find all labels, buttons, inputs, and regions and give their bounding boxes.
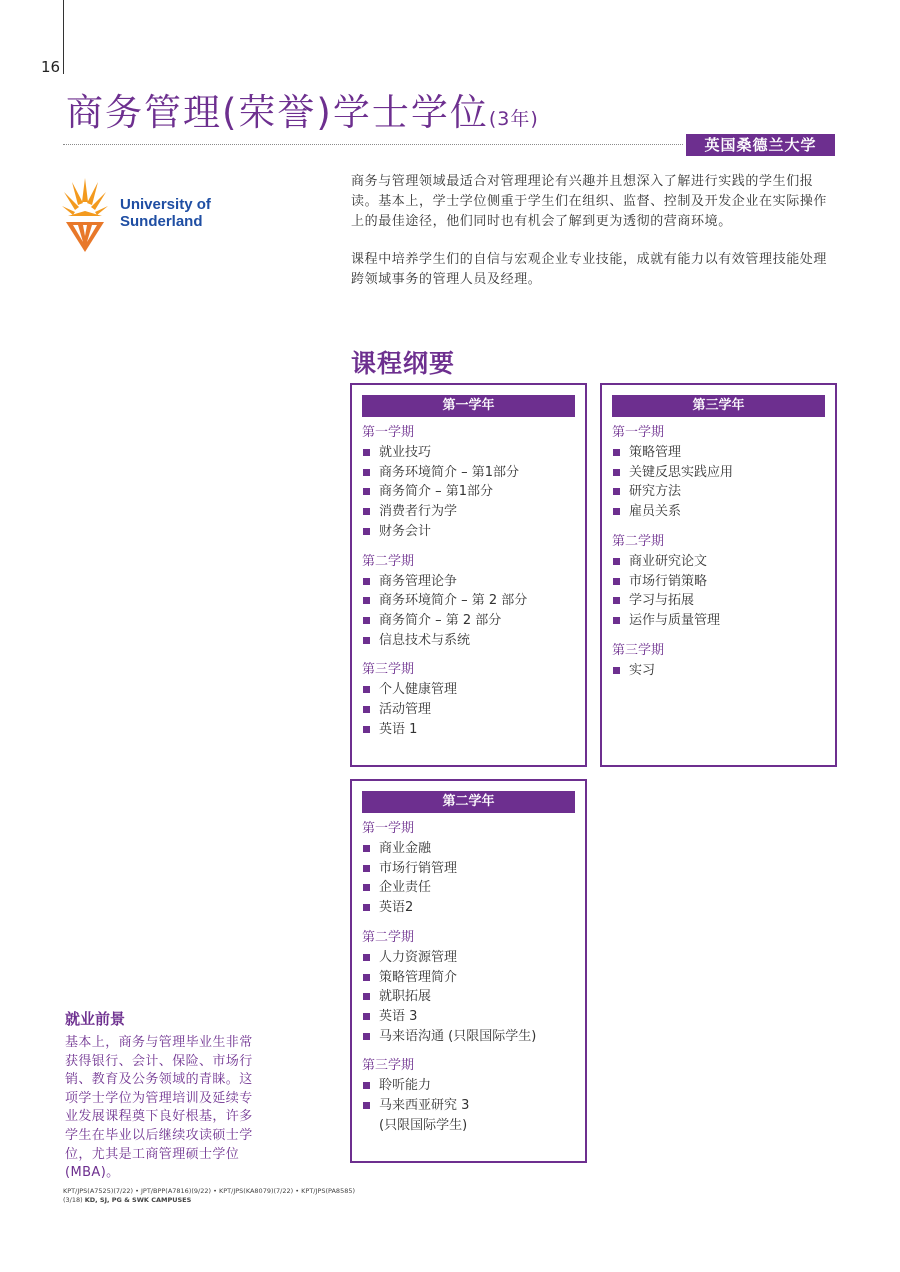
intro-paragraph-2: 课程中培养学生们的自信与宏观企业专业技能，成就有能力以有效管理技能处理跨领域事务的管理人员及经理。	[351, 252, 828, 287]
page-number: 16	[41, 58, 61, 76]
course-list	[362, 680, 575, 739]
course-item: 信息技术与系统	[362, 631, 575, 651]
course-list	[612, 661, 825, 681]
logo-wordmark	[120, 196, 211, 230]
course-list	[362, 1076, 575, 1135]
university-logo	[62, 178, 232, 256]
term-label: 第一学期	[362, 425, 415, 440]
course-item: 企业责任	[362, 878, 575, 898]
term-label: 第一学期	[362, 821, 415, 836]
footer-codes: KPT/JPS(A7525)(7/22) • JPT/BPP(A7816)(9/22) • KPT/JPS(KA8079)(7/22) • KPT/JPS(PA8585)(3/18)	[63, 1187, 356, 1204]
term-label: 第二学期	[362, 553, 415, 569]
course-item: 商业研究论文	[612, 552, 825, 572]
course-item: 就业技巧	[362, 443, 575, 463]
course-list	[362, 948, 575, 1047]
page-title	[66, 82, 539, 136]
course-item: 聆听能力	[362, 1076, 575, 1096]
term-label: 第三学期	[362, 1058, 415, 1074]
course-item: 关键反思实践应用	[612, 463, 825, 483]
title-main: 商务管理(荣誉)学士学位	[66, 91, 489, 134]
term-label: 第三学期	[612, 642, 665, 658]
year-box-3	[600, 383, 837, 767]
course-item: 策略管理	[612, 443, 825, 463]
career-text: 基本上，商务与管理毕业生非常获得银行、会计、保险、市场行销、教育及公务领域的青睐。这项学士学位为管理培训及延续专业发展课程奠下良好根基，许多学生在毕业以后继续攻读硕士学位，尤其是工商管理硕士学位(MBA)。	[65, 1035, 253, 1181]
course-list	[362, 572, 575, 651]
course-item: 就职拓展	[362, 987, 575, 1007]
term-label: 第二学期	[362, 929, 415, 945]
course-item: 商务管理论争	[362, 572, 575, 592]
course-item: 商业金融	[362, 839, 575, 859]
course-item: 研究方法	[612, 482, 825, 502]
course-list	[362, 839, 575, 918]
year-box-1	[350, 383, 587, 767]
footer-campuses: KD, SJ, PG & SWK CAMPUSES	[84, 1196, 192, 1204]
course-item: 英语2	[362, 898, 575, 918]
course-item: 个人健康管理	[362, 680, 575, 700]
course-item: 策略管理简介	[362, 968, 575, 988]
term-label: 第一学期	[612, 425, 665, 440]
course-list	[612, 552, 825, 631]
year-header: 第一学年	[362, 395, 575, 417]
term-label: 第三学期	[362, 662, 415, 678]
year-header: 第三学年	[612, 395, 825, 417]
title-suffix: (3年)	[488, 108, 539, 130]
course-item: 实习	[612, 661, 825, 681]
career-title: 就业前景	[65, 1010, 126, 1028]
intro-paragraph-1: 商务与管理领域最适合对管理理论有兴趣并且想深入了解进行实践的学生们报读。基本上，学士学位侧重于学生们在组织、监督、控制及开发企业在实际操作上的最佳途径，他们同时也有机会了解到更为透彻的营商环境。	[351, 174, 828, 229]
year-box-2	[350, 779, 587, 1163]
course-item: 人力资源管理	[362, 948, 575, 968]
course-item: 消费者行为学	[362, 502, 575, 522]
course-item: 学习与拓展	[612, 591, 825, 611]
course-item: 运作与质量管理	[612, 611, 825, 631]
course-item: 英语 3	[362, 1007, 575, 1027]
course-item: 马来语沟通 (只限国际学生)	[362, 1027, 575, 1047]
course-item: 活动管理	[362, 700, 575, 720]
course-item: 马来西亚研究 3 (只限国际学生)	[362, 1096, 575, 1135]
year-header: 第二学年	[362, 791, 575, 813]
course-list	[362, 443, 575, 542]
dotted-divider	[63, 144, 683, 145]
course-item: 商务简介 – 第1部分	[362, 482, 575, 502]
course-item: 英语 1	[362, 720, 575, 740]
intro-text	[351, 172, 837, 308]
course-item: 商务环境简介 – 第 2 部分	[362, 591, 575, 611]
logo-line-2: Sunderland	[120, 213, 203, 230]
course-item: 商务简介 – 第 2 部分	[362, 611, 575, 631]
footer-accreditation	[63, 1187, 363, 1205]
university-banner: 英国桑德兰大学	[686, 134, 835, 156]
course-list	[612, 443, 825, 522]
course-item: 财务会计	[362, 522, 575, 542]
margin-rule	[63, 0, 64, 74]
flame-icon	[62, 178, 108, 254]
term-label: 第二学期	[612, 533, 665, 549]
syllabus-title: 课程纲要	[351, 349, 456, 378]
course-item: 市场行销策略	[612, 572, 825, 592]
course-item: 市场行销管理	[362, 859, 575, 879]
course-item: 雇员关系	[612, 502, 825, 522]
course-item: 商务环境简介 – 第1部分	[362, 463, 575, 483]
logo-line-1: University of	[120, 196, 211, 213]
